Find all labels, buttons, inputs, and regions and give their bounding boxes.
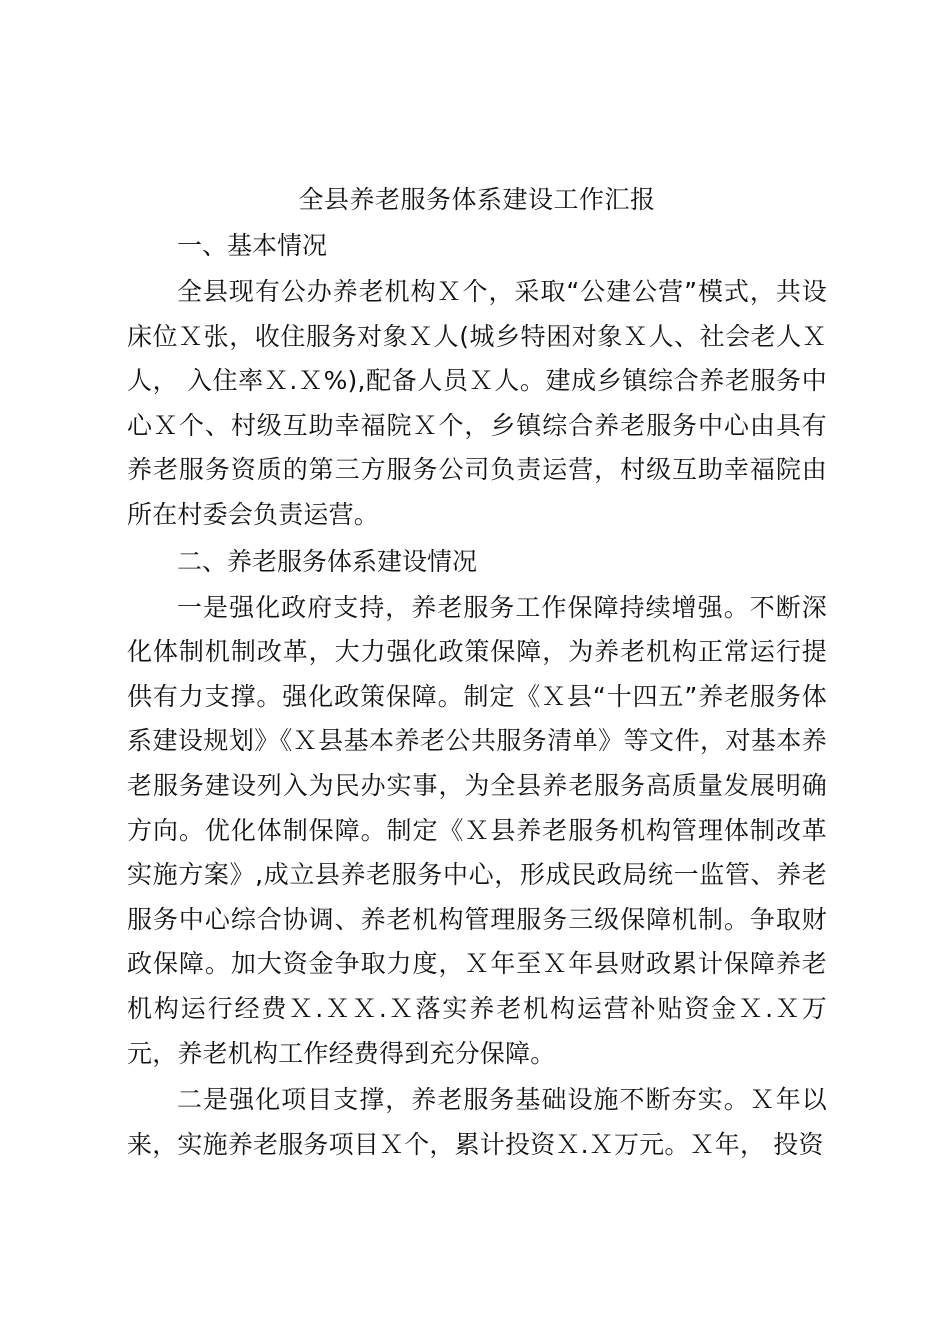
paragraph-government-support: 一是强化政府支持，养老服务工作保障持续增强。不断深化体制机制改革，大力强化政策保障，为养老机构正常运行提供有力支撑。强化政策保障。制定《Ｘ县“十四五”养老服务体系建设规划》《Ｘ县基本养老公共服务清单》等文件，对基本养老服务建设列入为民办实事，为全县养老服务高质量发展明确方向。优化体制保障。制定《Ｘ县养老服务机构管理体制改革实施方案》,成立县养老服务中心，形成民政局统一监管、养老服务中心综合协调、养老机构管理服务三级保障机制。争取财政保障。加大资金争取力度，Ｘ年至Ｘ年县财政累计保障养老机构运行经费Ｘ.ＸＸ.Ｘ落实养老机构运营补贴资金Ｘ.Ｘ万元，养老机构工作经费得到充分保障。 [127, 592, 827, 1068]
section-heading-system-construction: 二、养老服务体系建设情况 [177, 546, 478, 576]
document-body [127, 178, 827, 1167]
section-heading-basic-situation: 一、基本情况 [177, 231, 328, 260]
paragraph-project-support: 二是强化项目支撑，养老服务基础设施不断夯实。Ｘ年以来，实施养老服务项目Ｘ个，累计投资Ｘ.Ｘ万元。Ｘ年， 投资 [127, 1085, 827, 1159]
paragraph-basic-situation: 全县现有公办养老机构Ｘ个，采取“公建公营”模式，共设床位Ｘ张，收住服务对象Ｘ人(城乡特困对象Ｘ人、社会老人Ｘ人， 入住率Ｘ.Ｘ%),配备人员Ｘ人。建成乡镇综合养老服务中心Ｘ个、村级互助幸福院Ｘ个，乡镇综合养老服务中心由具有养老服务资质的第三方服务公司负责运营，村级互助幸福院由所在村委会负责运营。 [127, 277, 827, 529]
document-title: 全县养老服务体系建设工作汇报 [298, 185, 656, 214]
